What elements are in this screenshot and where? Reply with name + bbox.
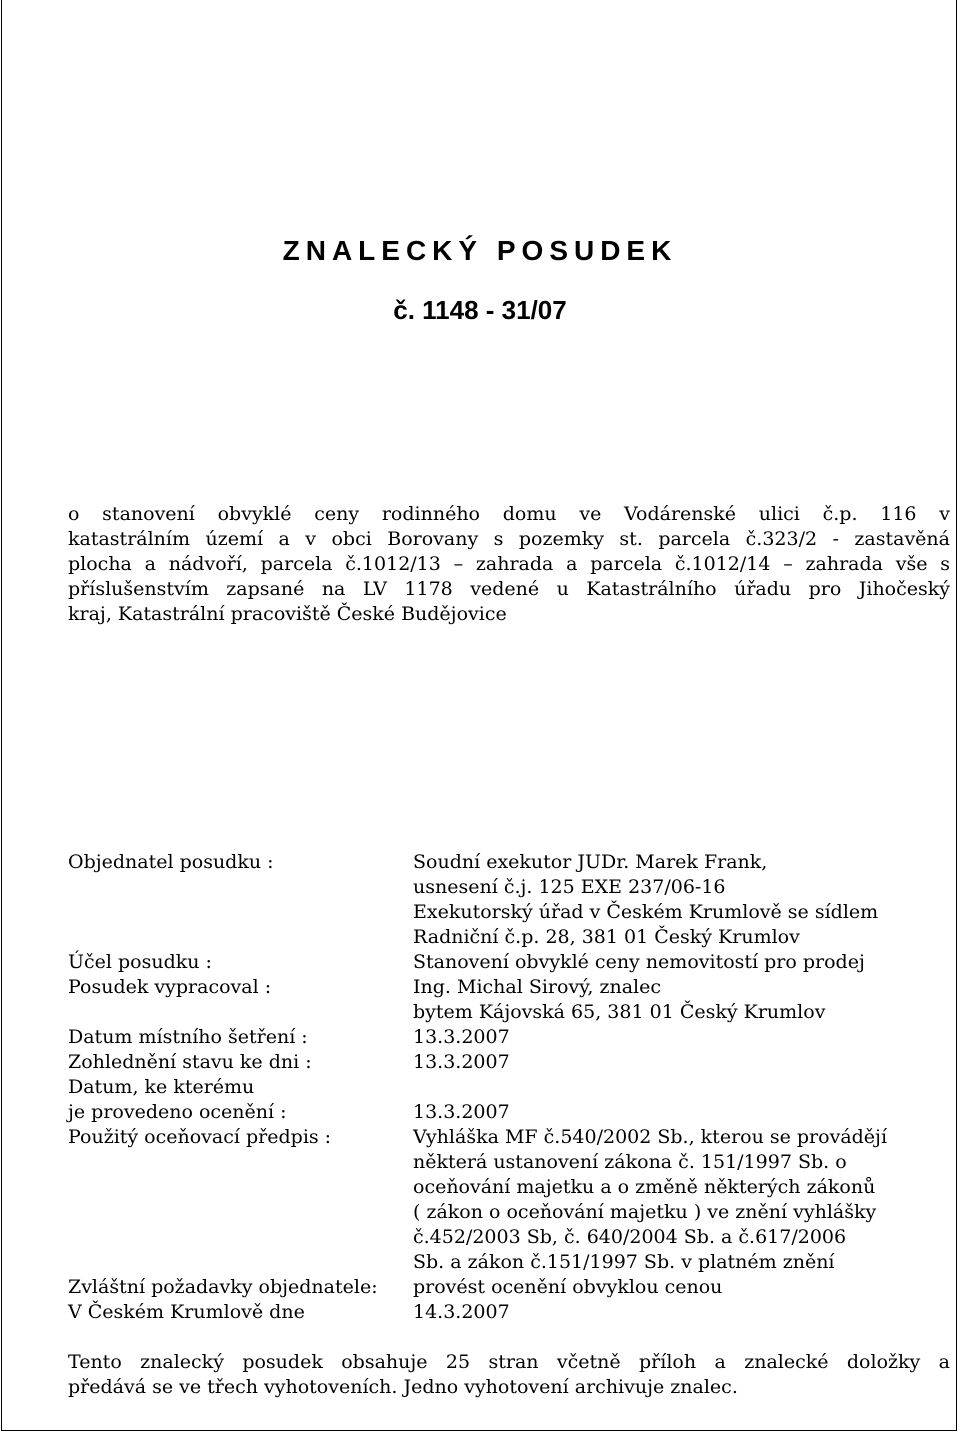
field-datum-oceneni: [68, 1075, 950, 1100]
field-value: Soudní exekutor JUDr. Marek Frank,: [413, 851, 768, 873]
footer-line: předává se ve třech vyhotoveních. Jedno vyhotovení archivuje znalec.: [68, 1376, 738, 1398]
field-label-empty: [68, 875, 413, 900]
field-value: provést ocenění obvyklou cenou: [413, 1276, 723, 1298]
intro-line: kraj, Katastrální pracoviště České Budějovice: [68, 603, 507, 625]
field-pozadavky: [68, 1275, 950, 1300]
field-value: některá ustanovení zákona č. 151/1997 Sb. o: [413, 1151, 847, 1173]
intro-paragraph: [68, 502, 950, 627]
field-vypracoval: [68, 975, 950, 1000]
field-predpis-cont: [68, 1250, 950, 1275]
footer-paragraph: [68, 1350, 950, 1400]
field-objednatel-cont: [68, 875, 950, 900]
field-label-empty: [68, 1000, 413, 1025]
field-value: 13.3.2007: [413, 1101, 510, 1123]
field-value: č.452/2003 Sb, č. 640/2004 Sb. a č.617/2006: [413, 1226, 847, 1248]
fields-section: [68, 850, 950, 1325]
field-label-empty: [68, 1250, 413, 1275]
intro-line: o stanovení obvyklé ceny rodinného domu ve Vodárenské ulici č.p. 116 v: [68, 503, 950, 525]
field-label: Objednatel posudku :: [68, 851, 274, 873]
field-value: usnesení č.j. 125 EXE 237/06-16: [413, 876, 726, 898]
field-label-empty: [68, 900, 413, 925]
field-label-empty: [68, 925, 413, 950]
field-predpis-cont: [68, 1175, 950, 1200]
field-value: 14.3.2007: [413, 1301, 510, 1323]
field-value: Exekutorský úřad v Českém Krumlově se sídlem: [413, 901, 879, 923]
field-value: Ing. Michal Sirový, znalec: [413, 976, 662, 998]
field-ucel: [68, 950, 950, 975]
field-label: V Českém Krumlově dne: [68, 1301, 305, 1323]
field-label: Datum místního šetření :: [68, 1026, 308, 1048]
field-label: Zohlednění stavu ke dni :: [68, 1051, 312, 1073]
field-objednatel: [68, 850, 950, 875]
field-value: ( zákon o oceňování majetku ) ve znění vyhlášky: [413, 1201, 877, 1223]
field-datum-setreni: [68, 1025, 950, 1050]
field-label-empty: [68, 1200, 413, 1225]
field-datum-oceneni-cont: [68, 1100, 950, 1125]
field-objednatel-cont: [68, 925, 950, 950]
field-predpis-cont: [68, 1150, 950, 1175]
field-value: oceňování majetku a o změně některých zákonů: [413, 1176, 876, 1198]
field-value: 13.3.2007: [413, 1051, 510, 1073]
field-label-empty: [68, 1175, 413, 1200]
field-label: Účel posudku :: [68, 951, 212, 973]
field-label: Použitý oceňovací předpis :: [68, 1126, 332, 1148]
document-number: č. 1148 - 31/07: [393, 295, 567, 325]
field-value: Stanovení obvyklé ceny nemovitostí pro prodej: [413, 951, 865, 973]
intro-line: katastrálním území a v obci Borovany s pozemky st. parcela č.323/2 - zastavěná: [68, 528, 950, 550]
footer-line: Tento znalecký posudek obsahuje 25 stran včetně příloh a znalecké doložky a: [68, 1351, 950, 1373]
field-predpis-cont: [68, 1200, 950, 1225]
field-zohledneni: [68, 1050, 950, 1075]
document-title: ZNALECKÝ POSUDEK: [282, 235, 678, 266]
field-label: Zvláštní požadavky objednatele:: [68, 1276, 378, 1298]
field-value: Vyhláška MF č.540/2002 Sb., kterou se provádějí: [413, 1126, 888, 1148]
field-vypracoval-cont: [68, 1000, 950, 1025]
field-value: 13.3.2007: [413, 1026, 510, 1048]
field-value: Radniční č.p. 28, 381 01 Český Krumlov: [413, 926, 800, 948]
field-objednatel-cont: [68, 900, 950, 925]
field-label: Posudek vypracoval :: [68, 976, 272, 998]
field-predpis: [68, 1125, 950, 1150]
field-label: je provedeno ocenění :: [68, 1101, 287, 1123]
field-predpis-cont: [68, 1225, 950, 1250]
field-value: bytem Kájovská 65, 381 01 Český Krumlov: [413, 1001, 826, 1023]
intro-line: plocha a nádvoří, parcela č.1012/13 – zahrada a parcela č.1012/14 – zahrada vše s: [68, 553, 950, 575]
field-misto-datum: [68, 1300, 950, 1325]
field-label-empty: [68, 1225, 413, 1250]
intro-line: příslušenstvím zapsané na LV 1178 vedené u Katastrálního úřadu pro Jihočeský: [68, 578, 950, 600]
field-value: Sb. a zákon č.151/1997 Sb. v platném znění: [413, 1251, 835, 1273]
field-label-empty: [68, 1150, 413, 1175]
field-label: Datum, ke kterému: [68, 1076, 255, 1098]
